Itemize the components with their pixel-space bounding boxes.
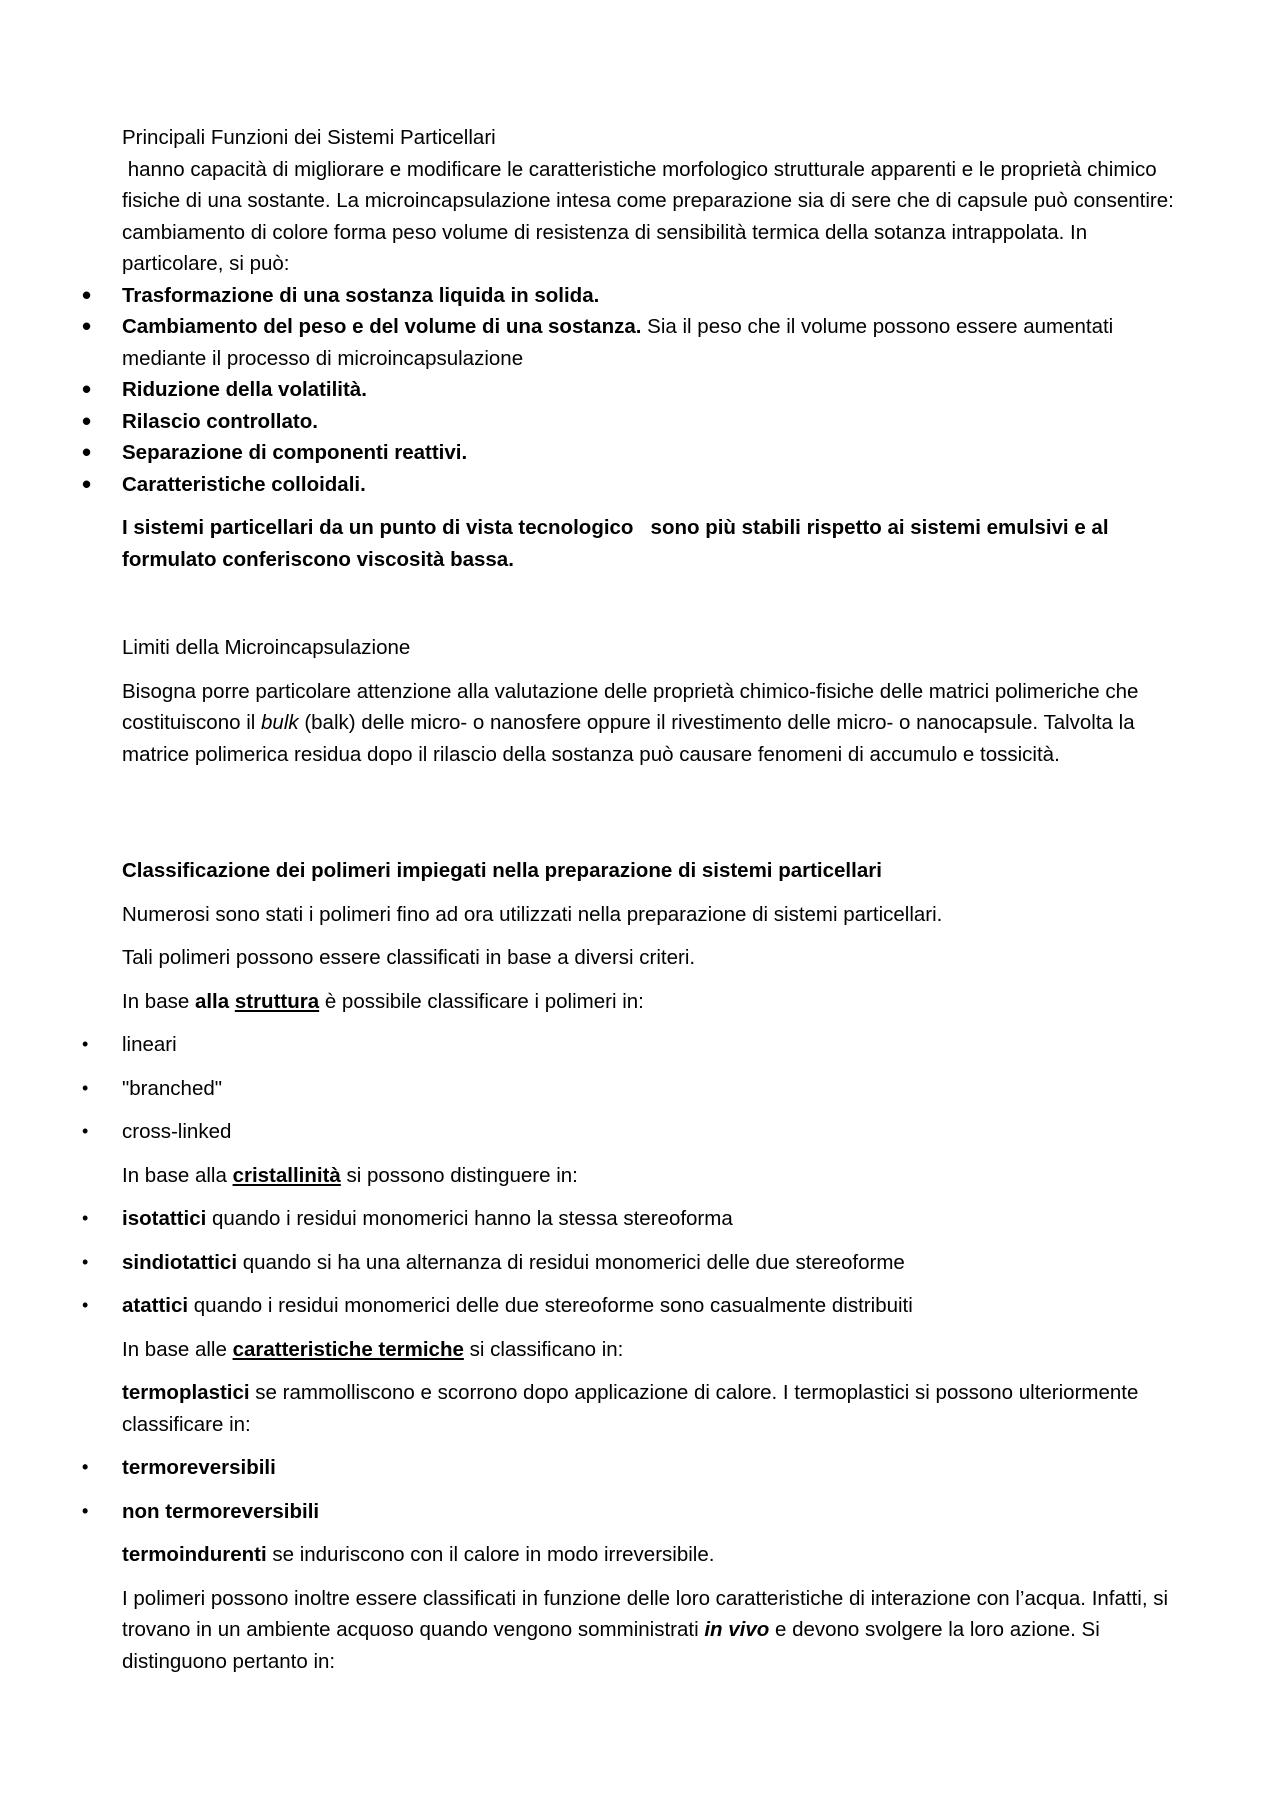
section-title-classification: Classificazione dei polimeri impiegati nella preparazione di sistemi particellari: [122, 859, 882, 882]
functions-intro: hanno capacità di migliorare e modificare le caratteristiche morfologico strutturale apparenti e le proprietà chimico fisiche di una sostante. La microincapsulazione intesa come preparazione sia di sere che di capsule può consentire: cambiamento di colore forma peso volume di resistenza di sensibilità termica della sotanza intrappolata. In particolare, si può:: [122, 157, 1180, 275]
list-item: • atattici quando i residui monomerici delle due stereoforme sono casualmente distribuiti: [122, 1290, 1182, 1322]
list-item: • lineari: [122, 1029, 1182, 1061]
section-classification: [122, 855, 1182, 1677]
functions-summary: I sistemi particellari da un punto di vista tecnologico sono più stabili rispetto ai sistemi emulsivi e al formulato conferiscono viscosità bassa.: [122, 516, 1115, 571]
classification-p2: Tali polimeri possono essere classificati in base a diversi criteri.: [122, 946, 696, 969]
section-functions: [122, 122, 1182, 575]
thermoplastic-paragraph: termoplastici se rammolliscono e scorrono dopo applicazione di calore. I termoplastici si possono ulteriormente classificare in:: [122, 1381, 1139, 1436]
section-limits: [122, 632, 1182, 770]
list-item: • termoreversibili: [122, 1452, 1182, 1484]
functions-list: [122, 280, 1182, 501]
list-item: • Riduzione della volatilità.: [122, 374, 1182, 406]
list-item: • sindiotattici quando si ha una alternanza di residui monomerici delle due stereoforme: [122, 1247, 1182, 1279]
structure-heading: In base alla struttura è possibile classificare i polimeri in:: [122, 989, 644, 1013]
thermoset-paragraph: termoindurenti se induriscono con il calore in modo irreversibile.: [122, 1543, 715, 1566]
limits-paragraph: Bisogna porre particolare attenzione alla valutazione delle proprietà chimico-fisiche delle matrici polimeriche che costituiscono il bulk (balk) delle micro- o nanosfere oppure il rivestimento delle micro- o nanocapsule. Talvolta la matrice polimerica residua dopo il rilascio della sostanza può causare fenomeni di accumulo e tossicità.: [122, 679, 1139, 766]
list-item: • Cambiamento del peso e del volume di una sostanza. Sia il peso che il volume possono essere aumentati mediante il processo di microincapsulazione: [122, 311, 1182, 374]
list-item: • non termoreversibili: [122, 1496, 1182, 1528]
thermal-heading: In base alle caratteristiche termiche si classificano in:: [122, 1337, 624, 1361]
classification-p1: Numerosi sono stati i polimeri fino ad ora utilizzati nella preparazione di sistemi particellari.: [122, 902, 943, 926]
list-item: • Trasformazione di una sostanza liquida in solida.: [122, 280, 1182, 312]
list-item: • "branched": [122, 1073, 1182, 1105]
list-item: • cross-linked: [122, 1116, 1182, 1148]
list-item: • Separazione di componenti reattivi.: [122, 437, 1182, 469]
structure-list: [122, 1029, 1182, 1148]
list-item: • isotattici quando i residui monomerici hanno la stessa stereoforma: [122, 1203, 1182, 1235]
thermoplastic-list: [122, 1452, 1182, 1527]
list-item: • Rilascio controllato.: [122, 406, 1182, 438]
water-paragraph: I polimeri possono inoltre essere classificati in funzione delle loro caratteristiche di interazione con l’acqua. Infatti, si trovano in un ambiente acquoso quando vengono somministrati in vivo e devono svolgere la loro azione. Si distinguono pertanto in:: [122, 1586, 1169, 1673]
crystallinity-list: [122, 1203, 1182, 1322]
crystallinity-heading: In base alla cristallinità si possono distinguere in:: [122, 1163, 578, 1187]
list-item: • Caratteristiche colloidali.: [122, 469, 1182, 501]
section-title-functions: Principali Funzioni dei Sistemi Particellari: [122, 126, 496, 149]
section-title-limits: Limiti della Microincapsulazione: [122, 636, 411, 659]
